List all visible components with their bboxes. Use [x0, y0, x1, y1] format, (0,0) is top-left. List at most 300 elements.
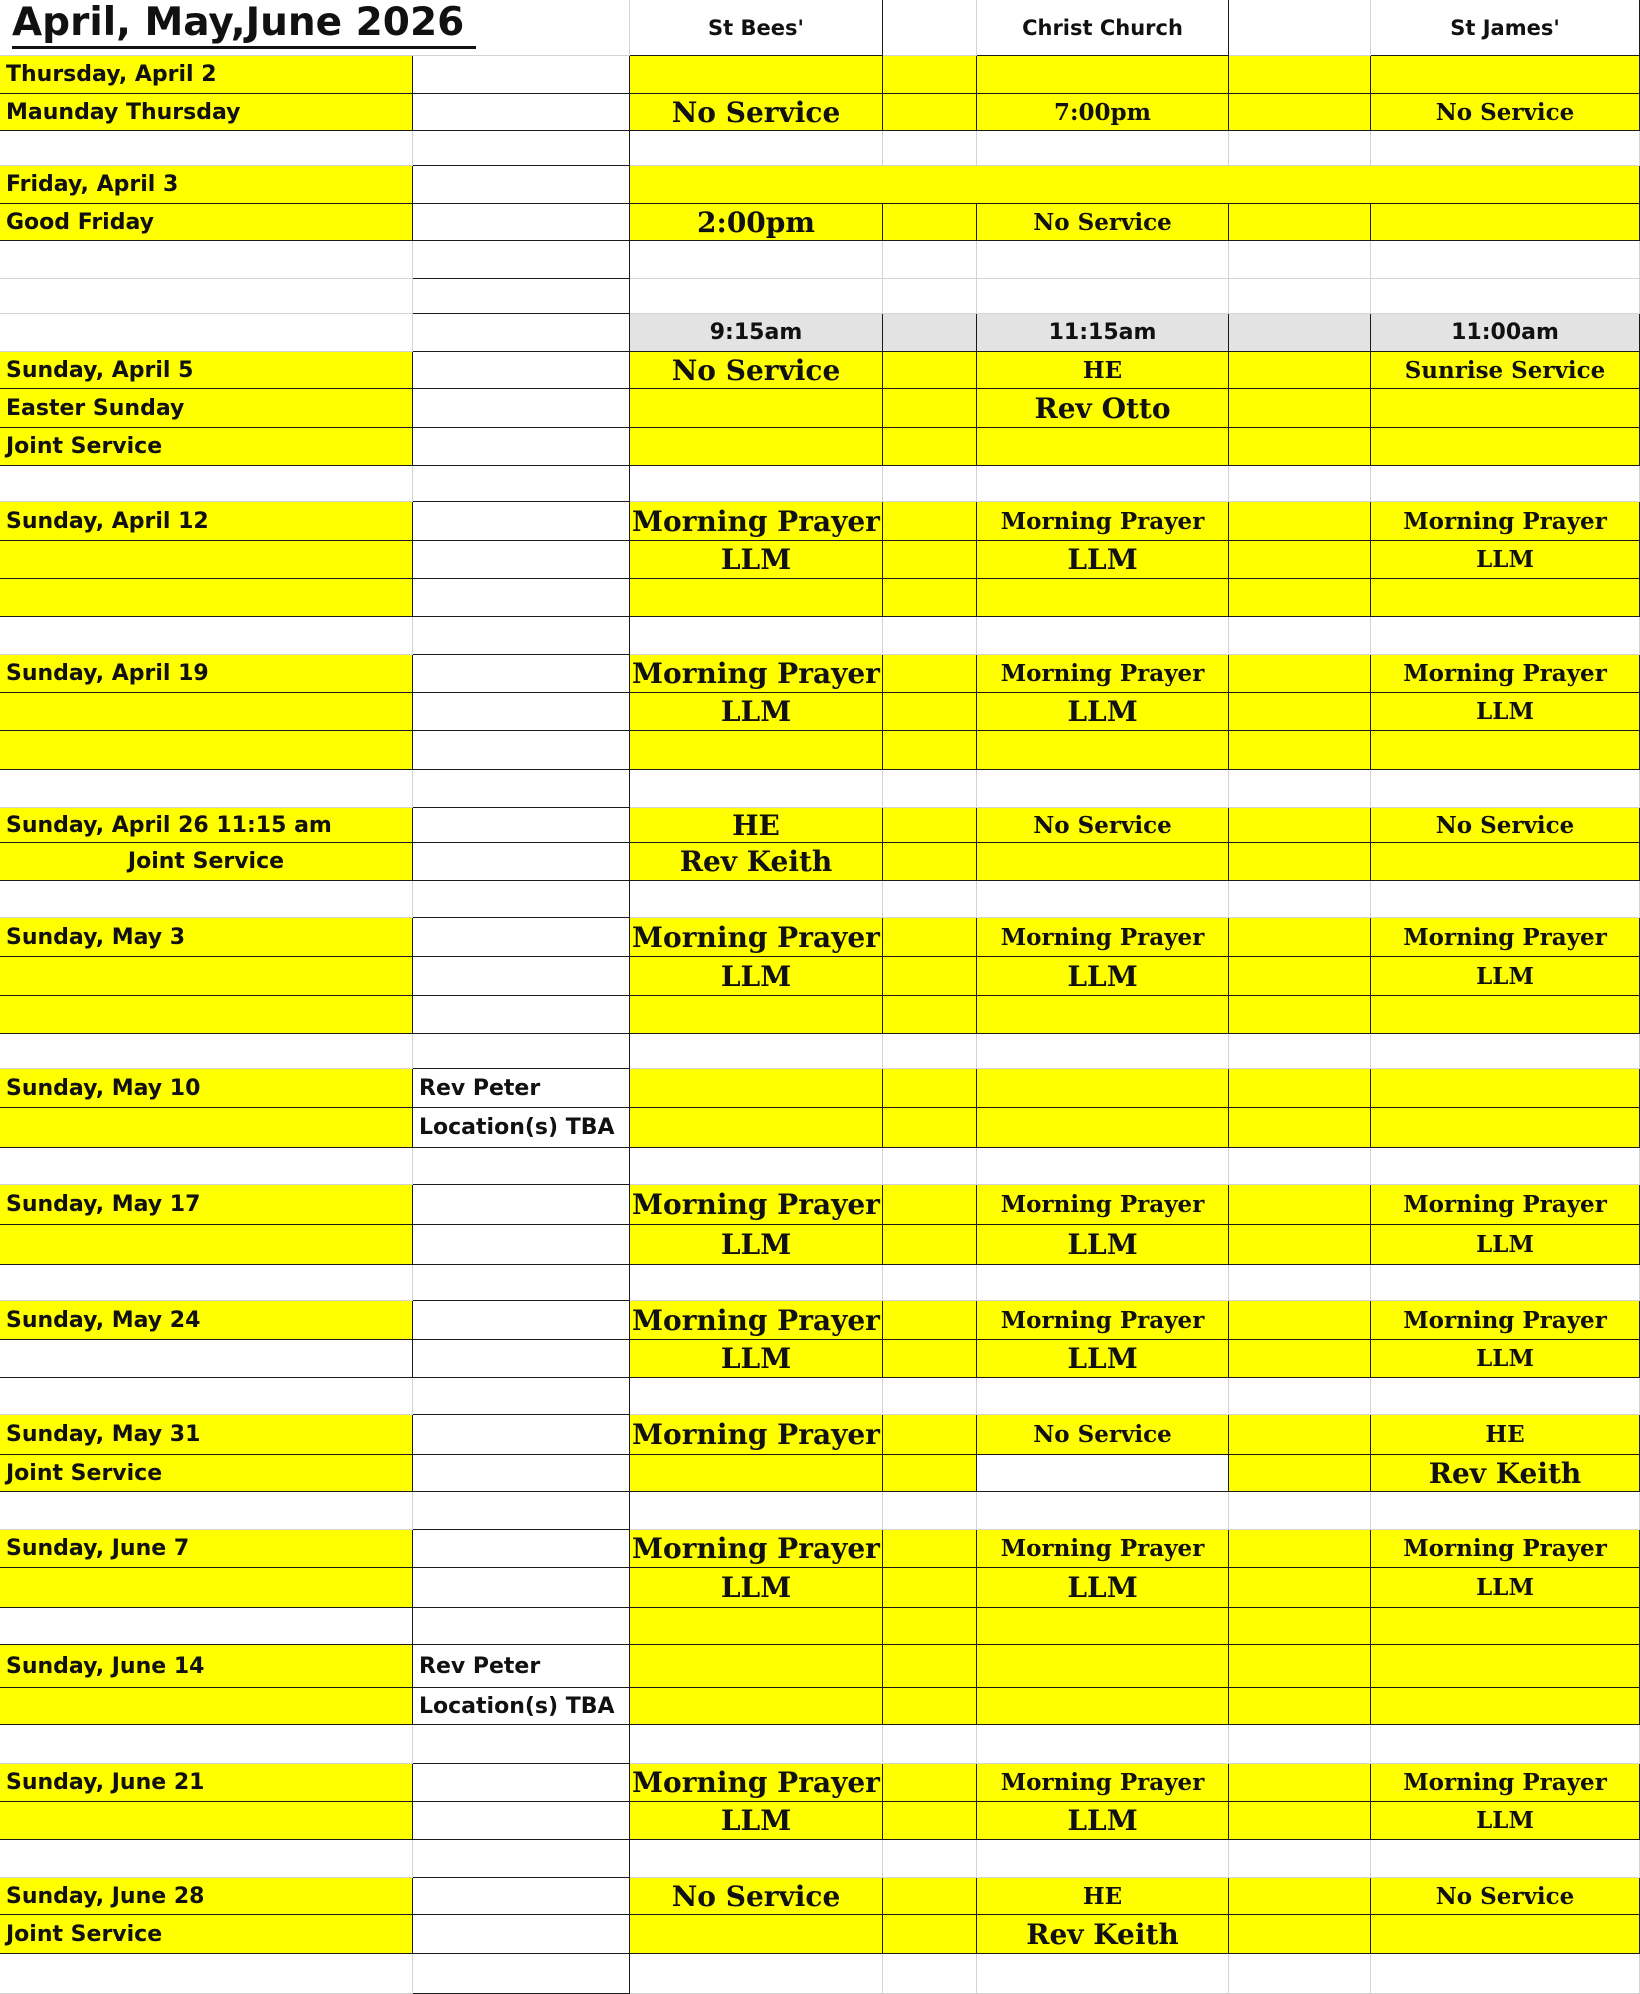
empty-cell: [883, 996, 977, 1034]
empty-cell: [1229, 1954, 1371, 1994]
service-cell: [977, 1225, 1229, 1265]
cell-text: Sunday, April 5: [6, 357, 194, 383]
empty-cell: [413, 541, 630, 579]
service-cell: [1371, 1415, 1640, 1455]
church-header-st-james: [1371, 0, 1640, 56]
service-cell: [1371, 1340, 1640, 1378]
empty-cell: [1371, 1034, 1640, 1069]
empty-cell: [413, 131, 630, 166]
cell-text: Morning Prayer: [1000, 1191, 1205, 1218]
cell-text: Joint Service: [6, 1460, 163, 1486]
empty-cell: [0, 881, 413, 918]
empty-cell: [1229, 770, 1371, 808]
cell-text: Morning Prayer: [632, 1532, 880, 1565]
empty-cell: [1229, 1225, 1371, 1265]
service-cell: [630, 1415, 883, 1455]
cell-text: Easter Sunday: [6, 395, 185, 421]
empty-cell: [883, 1954, 977, 1994]
cell-text: HE: [1082, 356, 1123, 384]
empty-cell: [1371, 1725, 1640, 1764]
date-label: [0, 1915, 413, 1954]
empty-cell: [977, 1608, 1229, 1645]
cell-text: Morning Prayer: [632, 1418, 880, 1451]
cell-text: Sunday, April 26 11:15 am: [6, 812, 332, 838]
cell-text: LLM: [1476, 698, 1534, 725]
cell-text: No Service: [1033, 1421, 1172, 1448]
empty-cell: [630, 617, 883, 655]
cell-text: Joint Service: [6, 1921, 163, 1947]
empty-cell: [883, 352, 977, 389]
empty-cell: [1229, 204, 1371, 241]
cell-text: LLM: [720, 695, 792, 728]
empty-cell: [630, 1725, 883, 1764]
empty-cell: [1229, 1608, 1371, 1645]
cell-text: LLM: [1476, 1345, 1534, 1372]
cell-text: Christ Church: [1022, 15, 1183, 40]
service-cell: [977, 502, 1229, 541]
cell-text: Sunday, June 28: [6, 1883, 205, 1909]
empty-cell: [1229, 0, 1371, 56]
empty-cell: [1371, 1108, 1640, 1148]
cell-text: Rev Peter: [419, 1075, 541, 1101]
empty-cell: [413, 1034, 630, 1069]
empty-cell: [1229, 1415, 1371, 1455]
empty-cell: [883, 1265, 977, 1301]
empty-cell: [883, 1415, 977, 1455]
empty-cell: [0, 1340, 413, 1378]
empty-cell: [883, 1148, 977, 1185]
cell-text: St James': [1450, 15, 1560, 40]
service-cell: [977, 655, 1229, 693]
empty-cell: [413, 1530, 630, 1568]
empty-cell: [630, 1069, 883, 1108]
empty-cell: [883, 843, 977, 881]
empty-cell: [1371, 1148, 1640, 1185]
service-cell: [977, 94, 1229, 131]
cell-text: Morning Prayer: [1403, 507, 1607, 535]
cell-text: LLM: [720, 959, 792, 993]
empty-cell: [977, 1840, 1229, 1878]
empty-cell: [883, 56, 977, 94]
empty-cell: [1229, 352, 1371, 389]
cell-text: Location(s) TBA: [419, 1115, 615, 1140]
service-cell: [1371, 352, 1640, 389]
empty-cell: [977, 1645, 1229, 1688]
service-cell: [1371, 1455, 1640, 1492]
empty-cell: [0, 1608, 413, 1645]
empty-cell: [1229, 1148, 1371, 1185]
officiant-note: [413, 1688, 630, 1725]
empty-cell: [0, 1840, 413, 1878]
cell-text: Good Friday: [6, 209, 154, 235]
cell-text: LLM: [1067, 959, 1138, 993]
service-cell: [630, 1185, 883, 1225]
empty-cell: [1371, 204, 1640, 241]
service-cell: [630, 1764, 883, 1802]
service-cell: [977, 957, 1229, 996]
empty-cell: [1229, 957, 1371, 996]
empty-cell: [883, 1608, 977, 1645]
service-cell: [630, 693, 883, 731]
date-label: [0, 389, 413, 428]
empty-cell: [1371, 56, 1640, 94]
empty-cell: [883, 389, 977, 428]
empty-cell: [413, 1802, 630, 1840]
empty-cell: [977, 996, 1229, 1034]
cell-text: Sunday, April 19: [6, 661, 209, 686]
empty-cell: [883, 1069, 977, 1108]
cell-text: Sunday, May 24: [6, 1307, 201, 1333]
cell-text: HE: [732, 808, 780, 842]
empty-cell: [1229, 1915, 1371, 1954]
cell-text: Rev Keith: [679, 845, 833, 878]
empty-cell: [413, 466, 630, 502]
empty-cell: [1371, 881, 1640, 918]
cell-text: Sunday, April 12: [6, 508, 209, 534]
service-cell: [630, 1340, 883, 1378]
empty-cell: [977, 617, 1229, 655]
empty-cell: [883, 1840, 977, 1878]
empty-cell: [1229, 131, 1371, 166]
officiant-note: [413, 1108, 630, 1148]
date-label: [0, 1069, 413, 1108]
empty-cell: [883, 617, 977, 655]
empty-cell: [1371, 1265, 1640, 1301]
date-label: [0, 1415, 413, 1455]
empty-cell: [413, 731, 630, 770]
empty-cell: [977, 1265, 1229, 1301]
empty-cell: [630, 1915, 883, 1954]
date-label: [0, 1530, 413, 1568]
empty-cell: [1229, 1185, 1371, 1225]
service-cell: [1371, 94, 1640, 131]
cell-text: Morning Prayer: [1000, 1535, 1205, 1562]
page-title: [0, 0, 630, 56]
empty-cell: [883, 1530, 977, 1568]
empty-cell: [1229, 1340, 1371, 1378]
empty-cell: [630, 1840, 883, 1878]
cell-text: Morning Prayer: [1000, 1769, 1205, 1796]
cell-text: Morning Prayer: [632, 1188, 880, 1221]
cell-text: Maunday Thursday: [6, 99, 241, 125]
empty-cell: [413, 279, 630, 314]
church-header-christ-church: [977, 0, 1229, 56]
empty-cell: [883, 1915, 977, 1954]
empty-cell: [1229, 918, 1371, 957]
empty-cell: [0, 1034, 413, 1069]
cell-text: Morning Prayer: [1000, 507, 1205, 535]
empty-cell: [883, 693, 977, 731]
empty-cell: [977, 1148, 1229, 1185]
empty-cell: [977, 1378, 1229, 1415]
cell-text: Sunday, June 7: [6, 1536, 190, 1561]
empty-cell: [0, 693, 413, 731]
empty-cell: [630, 1034, 883, 1069]
cell-text: LLM: [720, 1804, 792, 1837]
empty-cell: [630, 1645, 883, 1688]
cell-text: LLM: [1476, 1574, 1534, 1601]
empty-cell: [977, 1069, 1229, 1108]
cell-text: St Bees': [708, 15, 804, 40]
cell-text: LLM: [1067, 695, 1138, 728]
empty-cell: [883, 881, 977, 918]
cell-text: Morning Prayer: [1000, 660, 1205, 687]
cell-text: Joint Service: [127, 849, 285, 874]
service-cell: [630, 502, 883, 541]
empty-cell: [630, 881, 883, 918]
cell-text: 9:15am: [709, 320, 803, 345]
cell-text: 2:00pm: [697, 205, 815, 239]
empty-cell: [977, 770, 1229, 808]
service-cell: [977, 389, 1229, 428]
service-cell: [630, 843, 883, 881]
empty-cell: [977, 279, 1229, 314]
date-label: [0, 1764, 413, 1802]
service-cell: [630, 541, 883, 579]
empty-cell: [413, 1878, 630, 1915]
empty-cell: [413, 881, 630, 918]
empty-cell: [883, 1455, 977, 1492]
empty-cell: [977, 1108, 1229, 1148]
date-label: [0, 1645, 413, 1688]
empty-cell: [413, 617, 630, 655]
empty-cell: [977, 131, 1229, 166]
empty-cell: [1371, 579, 1640, 617]
date-label: [0, 502, 413, 541]
empty-cell: [1371, 1954, 1640, 1994]
cell-text: Sunrise Service: [1404, 356, 1606, 384]
empty-cell: [1229, 1802, 1371, 1840]
cell-text: Morning Prayer: [632, 920, 880, 954]
empty-cell: [1229, 996, 1371, 1034]
empty-cell: [1229, 1568, 1371, 1608]
empty-cell: [883, 1301, 977, 1340]
empty-cell: [977, 1492, 1229, 1530]
empty-cell: [0, 279, 413, 314]
service-cell: [630, 1301, 883, 1340]
service-cell: [630, 808, 883, 843]
empty-cell: [977, 241, 1229, 279]
empty-cell: [883, 770, 977, 808]
empty-cell: [1229, 1878, 1371, 1915]
empty-cell: [883, 1034, 977, 1069]
cell-text: Friday, April 3: [6, 172, 179, 197]
empty-cell: [413, 957, 630, 996]
empty-cell: [413, 655, 630, 693]
empty-cell: [883, 131, 977, 166]
cell-text: Thursday, April 2: [6, 62, 217, 87]
empty-cell: [1229, 1301, 1371, 1340]
service-cell: [1371, 1301, 1640, 1340]
service-cell: [977, 693, 1229, 731]
cell-text: HE: [1082, 1882, 1123, 1910]
empty-cell: [977, 466, 1229, 502]
service-cell: [630, 1530, 883, 1568]
service-cell: [1371, 502, 1640, 541]
cell-text: Sunday, June 14: [6, 1653, 205, 1679]
cell-text: No Service: [1435, 1882, 1575, 1910]
date-label: [0, 166, 413, 204]
empty-cell: [1371, 131, 1640, 166]
empty-cell: [630, 279, 883, 314]
empty-cell: [883, 1568, 977, 1608]
empty-cell: [0, 957, 413, 996]
empty-cell: [0, 131, 413, 166]
empty-cell: [977, 1954, 1229, 1994]
cell-text: Joint Service: [6, 434, 163, 459]
empty-cell: [1229, 1725, 1371, 1764]
empty-cell: [1229, 1840, 1371, 1878]
empty-cell: [883, 1645, 977, 1688]
officiant-note: [413, 1645, 630, 1688]
empty-cell: [883, 731, 977, 770]
empty-cell: [1229, 1069, 1371, 1108]
empty-cell: [0, 1568, 413, 1608]
empty-cell: [883, 1492, 977, 1530]
empty-cell: [883, 204, 977, 241]
empty-cell: [1371, 770, 1640, 808]
empty-cell: [413, 241, 630, 279]
empty-cell: [977, 1688, 1229, 1725]
empty-cell: [883, 1340, 977, 1378]
service-cell: [977, 1764, 1229, 1802]
cell-text: LLM: [1476, 1231, 1534, 1258]
service-cell: [1371, 1530, 1640, 1568]
cell-text: Morning Prayer: [1000, 1306, 1205, 1334]
empty-cell: [1371, 1378, 1640, 1415]
empty-cell: [1229, 617, 1371, 655]
service-cell: [1371, 1185, 1640, 1225]
empty-cell: [883, 957, 977, 996]
empty-cell: [883, 1688, 977, 1725]
empty-cell: [1229, 579, 1371, 617]
empty-cell: [413, 314, 630, 352]
empty-cell: [413, 1415, 630, 1455]
empty-cell: [1371, 1840, 1640, 1878]
empty-cell: [0, 1108, 413, 1148]
date-label: [0, 655, 413, 693]
cell-text: LLM: [1476, 962, 1534, 990]
empty-cell: [883, 241, 977, 279]
cell-text: Rev Keith: [1428, 1456, 1582, 1490]
empty-cell: [883, 428, 977, 466]
empty-cell: [413, 166, 630, 204]
empty-cell: [977, 881, 1229, 918]
empty-cell: [630, 996, 883, 1034]
empty-cell: [977, 1455, 1229, 1492]
empty-cell: [413, 843, 630, 881]
service-cell: [977, 1340, 1229, 1378]
cell-text: No Service: [671, 95, 841, 129]
empty-cell: [1229, 843, 1371, 881]
cell-text: Morning Prayer: [1403, 1191, 1607, 1218]
empty-cell: [0, 996, 413, 1034]
empty-cell: [977, 1725, 1229, 1764]
empty-cell: [1229, 241, 1371, 279]
cell-text: Morning Prayer: [632, 504, 880, 538]
empty-cell: [883, 541, 977, 579]
empty-cell: [0, 770, 413, 808]
cell-text: April, May,June 2026: [12, 3, 476, 49]
cell-text: 7:00pm: [1054, 98, 1151, 126]
empty-cell: [1371, 1915, 1640, 1954]
cell-text: 11:15am: [1048, 320, 1157, 345]
cell-text: 11:00am: [1451, 320, 1559, 345]
empty-cell: [630, 1108, 883, 1148]
service-cell: [630, 1225, 883, 1265]
empty-cell: [413, 1301, 630, 1340]
empty-cell: [413, 1915, 630, 1954]
date-label: [0, 808, 413, 843]
empty-cell: [1371, 1069, 1640, 1108]
empty-cell: [1371, 466, 1640, 502]
empty-cell: [0, 617, 413, 655]
empty-cell: [413, 693, 630, 731]
cell-text: LLM: [1067, 1228, 1138, 1261]
empty-cell: [630, 1455, 883, 1492]
empty-cell: [883, 502, 977, 541]
empty-cell: [1229, 466, 1371, 502]
cell-text: Morning Prayer: [632, 657, 880, 690]
empty-cell: [630, 56, 883, 94]
service-cell: [630, 1802, 883, 1840]
date-label: [0, 843, 413, 881]
empty-cell: [413, 579, 630, 617]
service-cell: [1371, 918, 1640, 957]
empty-cell: [0, 1725, 413, 1764]
empty-cell: [883, 1378, 977, 1415]
empty-cell: [630, 1688, 883, 1725]
empty-cell: [883, 0, 977, 56]
empty-cell: [413, 1954, 630, 1994]
empty-cell: [883, 808, 977, 843]
officiant-note: [413, 1069, 630, 1108]
service-cell: [977, 204, 1229, 241]
date-label: [0, 918, 413, 957]
empty-cell: [1371, 279, 1640, 314]
empty-cell: [1229, 808, 1371, 843]
empty-cell: [630, 166, 1640, 204]
empty-cell: [1371, 617, 1640, 655]
empty-cell: [1229, 502, 1371, 541]
cell-text: Sunday, May 17: [6, 1192, 201, 1217]
empty-cell: [1229, 1034, 1371, 1069]
empty-cell: [883, 466, 977, 502]
empty-cell: [1229, 1764, 1371, 1802]
empty-cell: [883, 1878, 977, 1915]
empty-cell: [1229, 1492, 1371, 1530]
service-cell: [630, 1878, 883, 1915]
empty-cell: [630, 1608, 883, 1645]
cell-text: LLM: [720, 1571, 792, 1604]
empty-cell: [1229, 389, 1371, 428]
empty-cell: [1229, 541, 1371, 579]
empty-cell: [1371, 731, 1640, 770]
empty-cell: [0, 1802, 413, 1840]
service-cell: [630, 957, 883, 996]
empty-cell: [883, 918, 977, 957]
service-cell: [1371, 541, 1640, 579]
empty-cell: [1229, 1108, 1371, 1148]
service-cell: [1371, 1878, 1640, 1915]
empty-cell: [1229, 1530, 1371, 1568]
date-label: [0, 1878, 413, 1915]
service-time: [1371, 314, 1640, 352]
date-label: [0, 1301, 413, 1340]
date-label: [0, 428, 413, 466]
empty-cell: [1229, 279, 1371, 314]
empty-cell: [1229, 428, 1371, 466]
